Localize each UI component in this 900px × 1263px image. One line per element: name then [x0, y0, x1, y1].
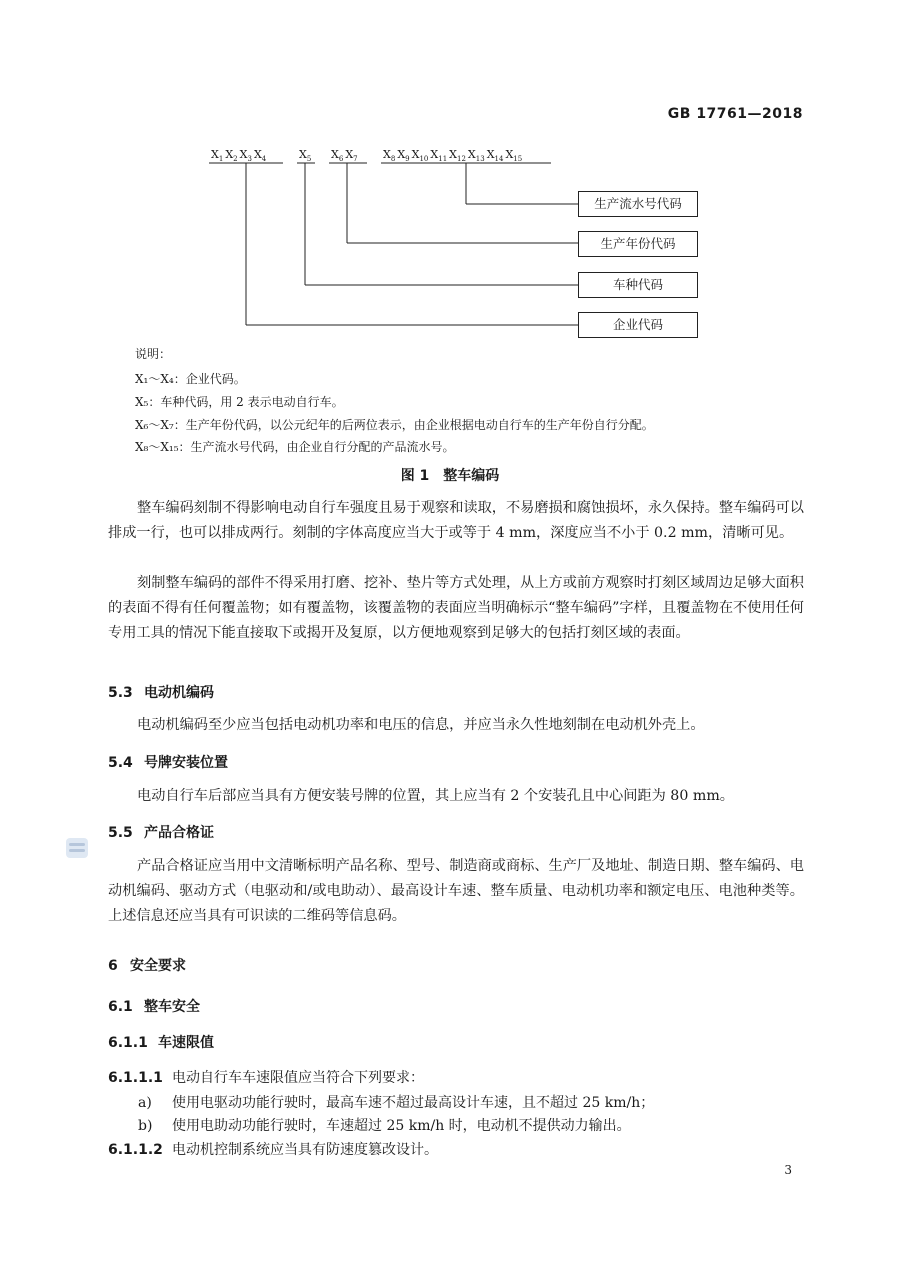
code-subscript: 2: [233, 155, 238, 164]
list-label: a): [138, 1095, 152, 1111]
code-subscript: 9: [405, 155, 410, 164]
note-line: X₁～X₄：企业代码。: [135, 372, 246, 386]
code-structure-diagram: [0, 0, 900, 360]
list-label: b): [138, 1118, 153, 1134]
section-number: 5.3: [108, 685, 133, 701]
code-symbol: $X_{14}$: [486, 148, 504, 164]
clause-text: 电动自行车车速限值应当符合下列要求：: [172, 1070, 424, 1086]
clause-6-1-1-2: [108, 1139, 438, 1159]
code-symbol: $X_8$: [383, 148, 396, 164]
section-title: 整车安全: [144, 999, 200, 1015]
section-title: 车速限值: [158, 1035, 214, 1051]
code-symbol: $X_{13}$: [467, 148, 485, 164]
serial-code-box: 生产流水号代码: [578, 191, 698, 217]
standard-code: GB 17761—2018: [667, 106, 803, 122]
section-title: 电动机编码: [144, 685, 214, 701]
code-symbol: $X_9$: [397, 148, 410, 164]
list-text: 使用电助动功能行驶时，车速超过 25 km/h 时，电动机不提供动力输出。: [172, 1118, 631, 1134]
section-number: 6.1.1: [108, 1035, 148, 1051]
section-title: 安全要求: [130, 958, 186, 974]
code-symbol: $X_{11}$: [430, 148, 448, 164]
section-title: 号牌安装位置: [144, 755, 228, 771]
note-line: X₈～X₁₅：生产流水号代码，由企业自行分配的产品流水号。: [135, 440, 455, 454]
section-heading-6-1-1: [108, 1032, 214, 1052]
code-symbol: $X_7$: [345, 148, 358, 164]
section-heading-5-4: [108, 752, 228, 772]
type-code-box: 车种代码: [578, 272, 698, 298]
code-subscript: 5: [306, 155, 312, 164]
year-code-box: 生产年份代码: [578, 231, 698, 257]
code-symbol: $X_6$: [331, 148, 344, 164]
figure-caption: 图 1 整车编码: [400, 468, 500, 484]
clause-number: 6.1.1.2: [108, 1142, 163, 1158]
paragraph: 刻制整车编码的部件不得采用打磨、挖补、垫片等方式处理，从上方或前方观察时打刻区域周边足够大面积的表面不得有任何覆盖物；如有覆盖物，该覆盖物的表面应当明确标示“整车编码”字样，且覆盖物在不使用任何专用工具的情况下能直接取下或揭开及复原，以方便地观察到足够大的包括打刻区域的表面。: [108, 575, 804, 641]
list-item: [138, 1115, 631, 1135]
code-subscript: 13: [475, 155, 485, 164]
paragraph: 电动机编码至少应当包括电动机功率和电压的信息，并应当永久性地刻制在电动机外壳上。: [137, 717, 705, 733]
code-subscript: 3: [247, 155, 252, 164]
section-title: 产品合格证: [144, 825, 214, 841]
list-item: [138, 1092, 654, 1112]
note-line: X₅：车种代码，用 2 表示电动自行车。: [135, 395, 344, 409]
code-subscript: 15: [513, 155, 523, 164]
section-number: 5.5: [108, 825, 133, 841]
code-symbol: $X_5$: [299, 148, 312, 164]
section-heading-5-5: [108, 822, 214, 842]
code-symbol: $X_{10}$: [411, 148, 429, 164]
paragraph: 电动自行车后部应当具有方便安装号牌的位置，其上应当有 2 个安装孔且中心间距为 80 mm。: [137, 788, 734, 804]
section-heading-6: [108, 955, 186, 975]
code-subscript: 7: [353, 155, 358, 164]
code-subscript: 10: [419, 155, 429, 164]
code-symbol: $X_3$: [239, 148, 252, 164]
code-symbol: $X_2$: [225, 148, 238, 164]
page-number: 3: [784, 1163, 792, 1177]
code-symbol: $X_1$: [211, 148, 224, 164]
code-symbol: $X_{12}$: [449, 148, 466, 164]
section-number: 6: [108, 958, 118, 974]
code-subscript: 11: [438, 155, 448, 164]
paragraph: 产品合格证应当用中文清晰标明产品名称、型号、制造商或商标、生产厂及地址、制造日期、整车编码、电动机编码、驱动方式（电驱动和/或电助动）、最高设计车速、整车质量、电动机功率和额定电压、电池种类等。上述信息还应当具有可识读的二维码等信息码。: [108, 858, 804, 924]
margin-marker-icon: [66, 838, 88, 858]
section-heading-5-3: [108, 682, 214, 702]
paragraph: 整车编码刻制不得影响电动自行车强度且易于观察和读取，不易磨损和腐蚀损坏，永久保持。整车编码可以排成一行，也可以排成两行。刻制的字体高度应当大于或等于 4 mm，深度应当不小于 0.2 mm，清晰可见。: [108, 500, 804, 541]
code-symbol: $X_4$: [253, 148, 267, 164]
code-subscript: 6: [338, 155, 344, 164]
clause-text: 电动机控制系统应当具有防速度篡改设计。: [172, 1142, 438, 1158]
code-subscript: 8: [390, 155, 396, 164]
code-symbol: $X_{15}$: [505, 148, 523, 164]
section-number: 5.4: [108, 755, 133, 771]
code-subscript: 12: [457, 155, 466, 164]
enterprise-code-box: 企业代码: [578, 312, 698, 338]
section-number: 6.1: [108, 999, 133, 1015]
clause-6-1-1-1: [108, 1067, 424, 1087]
note-line: X₆～X₇：生产年份代码，以公元纪年的后两位表示，由企业根据电动自行车的生产年份自行分配。: [135, 418, 654, 432]
notes-title: 说明：: [135, 347, 172, 361]
code-subscript: 14: [494, 155, 504, 164]
code-subscript: 4: [261, 155, 267, 164]
section-heading-6-1: [108, 996, 200, 1016]
clause-number: 6.1.1.1: [108, 1070, 163, 1086]
list-text: 使用电驱动功能行驶时，最高车速不超过最高设计车速，且不超过 25 km/h；: [172, 1095, 655, 1111]
code-subscript: 1: [218, 155, 224, 164]
